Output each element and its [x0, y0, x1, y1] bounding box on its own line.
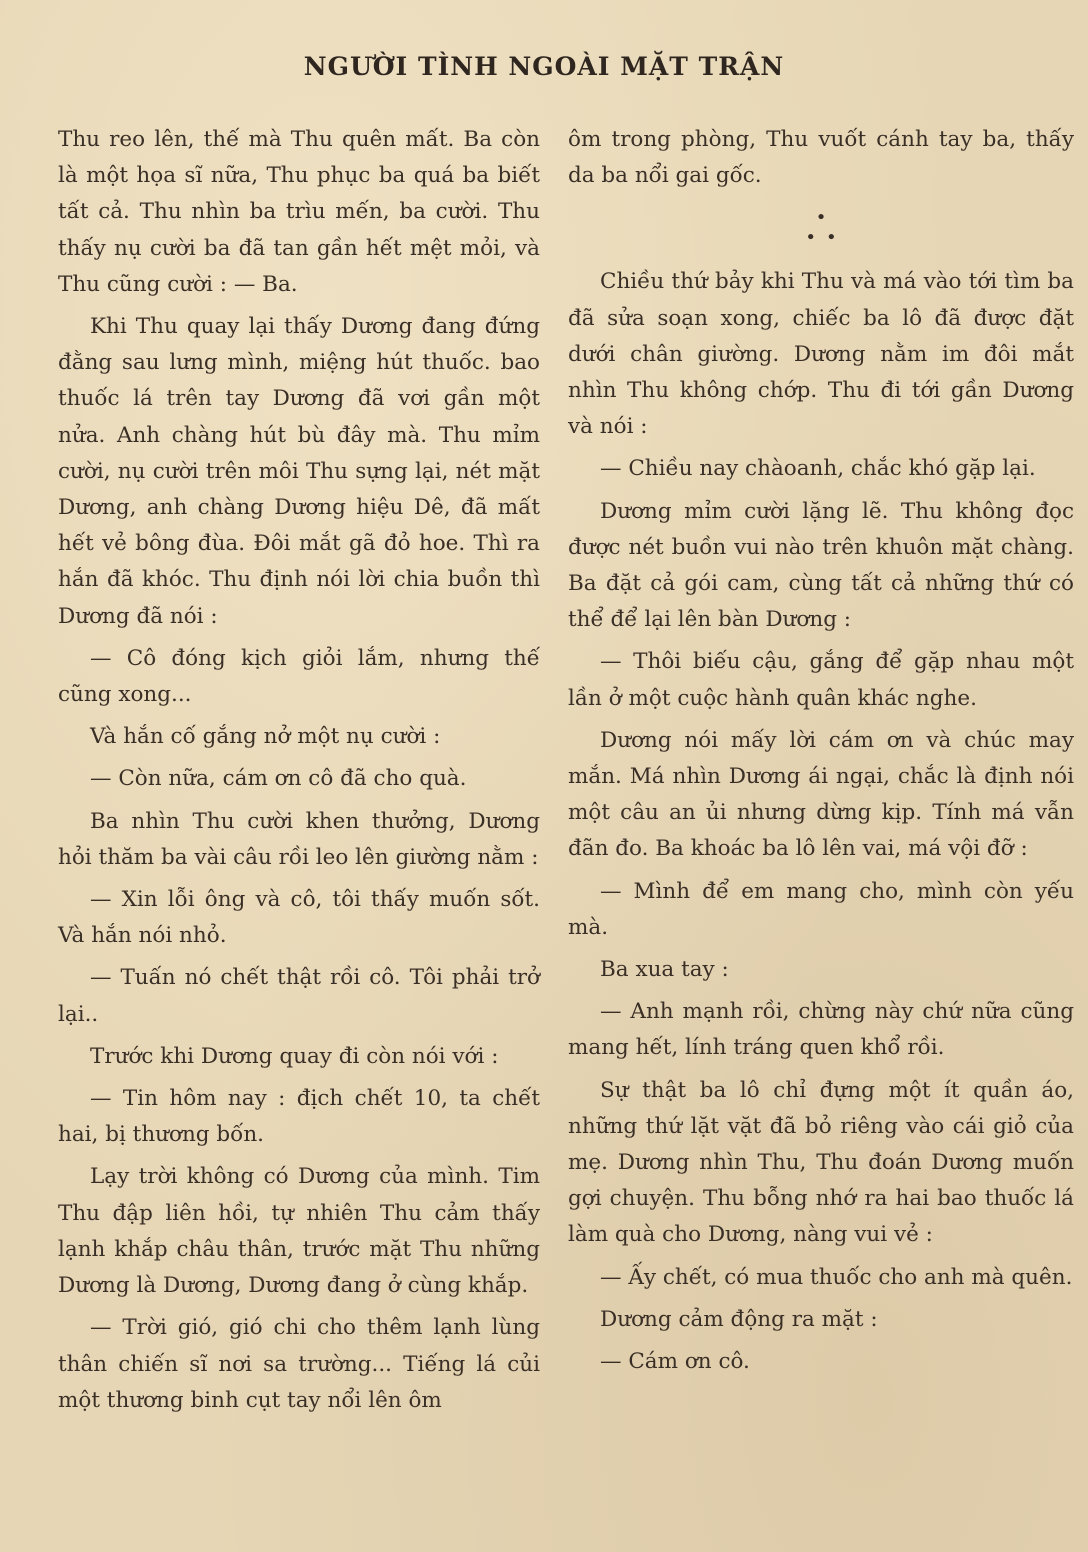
separator-dots: •• [805, 227, 847, 249]
separator-dot: • [815, 207, 827, 229]
paragraph: Dương mỉm cười lặng lẽ. Thu không đọc được nét buồn vui nào trên khuôn mặt chàng. Ba đặt cả gói cam, cùng tất cả những thứ có thể để lại lên bàn Dương : [568, 498, 1074, 633]
paragraph: — Anh mạnh rồi, chừng này chứ nữa cũng mang hết, lính tráng quen khổ rồi. [568, 999, 1074, 1061]
page-title: NGƯỜI TÌNH NGOÀI MẶT TRẬN [303, 52, 785, 81]
paragraph: — Trời gió, gió chi cho thêm lạnh lùng thân chiến sĩ nơi sa trường... Tiếng lá củi một thương binh cụt tay nổi lên ôm [58, 1315, 540, 1413]
paragraph: — Cô đóng kịch giỏi lắm, nhưng thế cũng xong... [58, 645, 540, 708]
paragraph: — Cám ơn cô. [600, 1349, 750, 1375]
paragraph: Dương cảm động ra mặt : [600, 1306, 878, 1332]
paragraph: Thu reo lên, thế mà Thu quên mất. Ba còn là một họa sĩ nữa, Thu phục ba quá ba biết tất cả. Thu nhìn ba trìu mến, ba cười. Thu thấy nụ cười ba đã tan gần hết mệt mỏi, và Thu cũng cười : — Ba. [58, 127, 540, 297]
paragraph: — Chiều nay chàoanh, chắc khó gặp lại. [600, 456, 1036, 482]
paragraph: — Còn nữa, cám ơn cô đã cho quà. [90, 766, 467, 792]
paragraph: — Thôi biếu cậu, gắng để gặp nhau một lần ở một cuộc hành quân khác nghe. [568, 649, 1074, 711]
paragraph: Ba xua tay : [600, 957, 729, 983]
paragraph: Chiều thứ bảy khi Thu và má vào tới tìm ba đã sửa soạn xong, chiếc ba lô đã được đặt dưới chân giường. Dương nằm im đôi mắt nhìn Thu không chớp. Thu đi tới gần Dương và nói : [568, 269, 1074, 440]
paragraph: Ba nhìn Thu cười khen thưởng, Dương hỏi thăm ba vài câu rồi leo lên giường nằm : [58, 808, 540, 870]
paragraph: Sự thật ba lô chỉ đựng một ít quần áo, những thứ lặt vặt đã bỏ riêng vào cái giỏ của mẹ. Dương nhìn Thu, Thu đoán Dương muốn gợi chuyện. Thu bỗng nhớ ra hai bao thuốc lá làm quà cho Dương, nàng vui vẻ : [568, 1077, 1074, 1248]
paragraph: Và hắn cố gắng nở một nụ cười : [90, 724, 441, 750]
paragraph: Dương nói mấy lời cám ơn và chúc may mắn. Má nhìn Dương ái ngại, chắc là định nói một câu an ủi nhưng dừng kịp. Tính má vẫn đãn đo. Ba khoác ba lô lên vai, má vội đỡ : [568, 727, 1074, 862]
right-column [568, 122, 1074, 1386]
left-column [58, 122, 540, 1425]
paragraph: — Xin lỗi ông và cô, tôi thấy muốn sốt. Và hắn nói nhỏ. [58, 887, 540, 949]
section-separator [568, 208, 1074, 248]
paragraph: Trước khi Dương quay đi còn nói với : [90, 1043, 499, 1069]
paragraph: — Tuấn nó chết thật rồi cô. Tôi phải trở lại.. [58, 965, 540, 1027]
paragraph: Khi Thu quay lại thấy Dương đang đứng đằng sau lưng mình, miệng hút thuốc. bao thuốc lá trên tay Dương đã vơi gần một nửa. Anh chàng hút bù đây mà. Thu mỉm cười, nụ cười trên môi Thu sựng lại, nét mặt Dương, anh chàng Dương hiệu Dê, đã mất hết vẻ bông đùa. Đôi mắt gã đỏ hoe. Thì ra hắn đã khóc. Thu định nói lời chia buồn thì Dương đã nói : [58, 314, 540, 629]
paragraph: Lạy trời không có Dương của mình. Tim Thu đập liên hồi, tự nhiên Thu cảm thấy lạnh khắp châu thân, trước mặt Thu những Dương là Dương, Dương đang ở cùng khắp. [58, 1164, 540, 1299]
paragraph: ôm trong phòng, Thu vuốt cánh tay ba, thấy da ba nổi gai gốc. [568, 127, 1074, 189]
paragraph: — Ấy chết, có mua thuốc cho anh mà quên. [600, 1264, 1073, 1290]
paragraph: — Mình để em mang cho, mình còn yếu mà. [568, 878, 1074, 940]
paragraph: — Tin hôm nay : địch chết 10, ta chết hai, bị thương bốn. [58, 1086, 540, 1148]
